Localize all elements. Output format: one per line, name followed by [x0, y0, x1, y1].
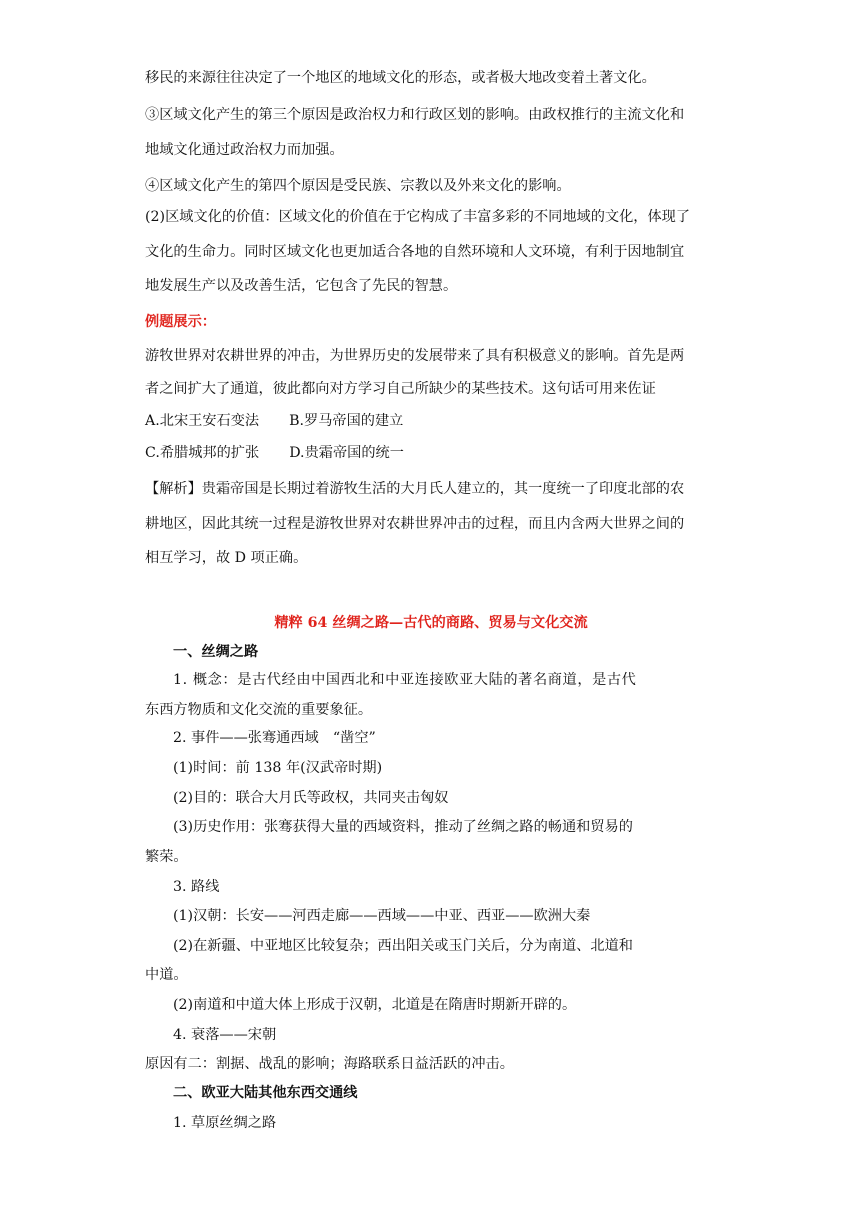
answer-line: 【解析】贵霜帝国是长期过着游牧生活的大月氏人建立的，其一度统一了印度北部的农 — [145, 481, 685, 497]
text-line: 移民的来源往往决定了一个地区的地域文化的形态，或者极大地改变着土著文化。 — [145, 70, 656, 86]
text-line: 2. 事件——张骞通西域 “凿空” — [173, 730, 376, 746]
option-row — [145, 405, 717, 438]
text-line: (2)南道和中道大体上形成于汉朝，北道是在隋唐时期新开辟的。 — [173, 997, 577, 1013]
section-title: 精粹 64 丝绸之路—古代的商路、贸易与文化交流 — [274, 615, 588, 631]
example-heading: 例题展示： — [145, 314, 216, 330]
text-line: 地发展生产以及改善生活，它包含了先民的智慧。 — [145, 278, 458, 294]
text-line: 1. 草原丝绸之路 — [173, 1115, 277, 1131]
text-line: (2)区域文化的价值：区域文化的价值在于它构成了丰富多彩的不同地域的文化，体现了 — [145, 209, 691, 225]
text-line: (2)在新疆、中亚地区比较复杂；西出阳关或玉门关后，分为南道、北道和 — [173, 938, 633, 954]
option-row — [145, 437, 717, 470]
question-line: 游牧世界对农耕世界的冲击，为世界历史的发展带来了具有积极意义的影响。首先是两 — [145, 348, 685, 364]
text-line: 原因有二：割据、战乱的影响；海路联系日益活跃的冲击。 — [145, 1056, 514, 1072]
option-a: A.北宋王安石变法 — [145, 413, 260, 429]
text-line: (1)汉朝：长安——河西走廊——西域——中亚、西亚——欧洲大秦 — [173, 908, 591, 924]
text-line: 4. 衰落——宋朝 — [173, 1027, 277, 1043]
text-line: 中道。 — [145, 967, 188, 983]
text-line: ③区域文化产生的第三个原因是政治权力和行政区划的影响。由政权推行的主流文化和 — [145, 107, 685, 123]
text-line: 繁荣。 — [145, 849, 188, 865]
text-line: 东西方物质和文化交流的重要象征。 — [145, 702, 373, 718]
text-line: 1. 概念：是古代经由中国西北和中亚连接欧亚大陆的著名商道，是古代 — [173, 672, 637, 688]
text-line: 地域文化通过政治权力而加强。 — [145, 142, 344, 158]
answer-line: 耕地区，因此其统一过程是游牧世界对农耕世界冲击的过程，而且内含两大世界之间的 — [145, 516, 685, 532]
text-line: (3)历史作用：张骞获得大量的西域资料，推动了丝绸之路的畅通和贸易的 — [173, 819, 633, 835]
option-d: D.贵霜帝国的统一 — [289, 445, 404, 461]
option-c: C.希腊城邦的扩张 — [145, 445, 260, 461]
text-line: (1)时间：前 138 年(汉武帝时期) — [173, 760, 383, 776]
text-line: 3. 路线 — [173, 879, 220, 895]
answer-line: 相互学习，故 D 项正确。 — [145, 550, 308, 566]
question-line: 者之间扩大了通道，彼此都向对方学习自己所缺少的某些技术。这句话可用来佐证 — [145, 381, 656, 397]
text-line: (2)目的：联合大月氏等政权，共同夹击匈奴 — [173, 790, 449, 806]
option-b: B.罗马帝国的建立 — [289, 413, 404, 429]
text-line: ④区域文化产生的第四个原因是受民族、宗教以及外来文化的影响。 — [145, 178, 571, 194]
section-heading: 二、欧亚大陆其他东西交通线 — [173, 1085, 358, 1101]
section-heading: 一、丝绸之路 — [173, 644, 259, 660]
text-line: 文化的生命力。同时区域文化也更加适合各地的自然环境和人文环境，有利于因地制宜 — [145, 244, 685, 260]
